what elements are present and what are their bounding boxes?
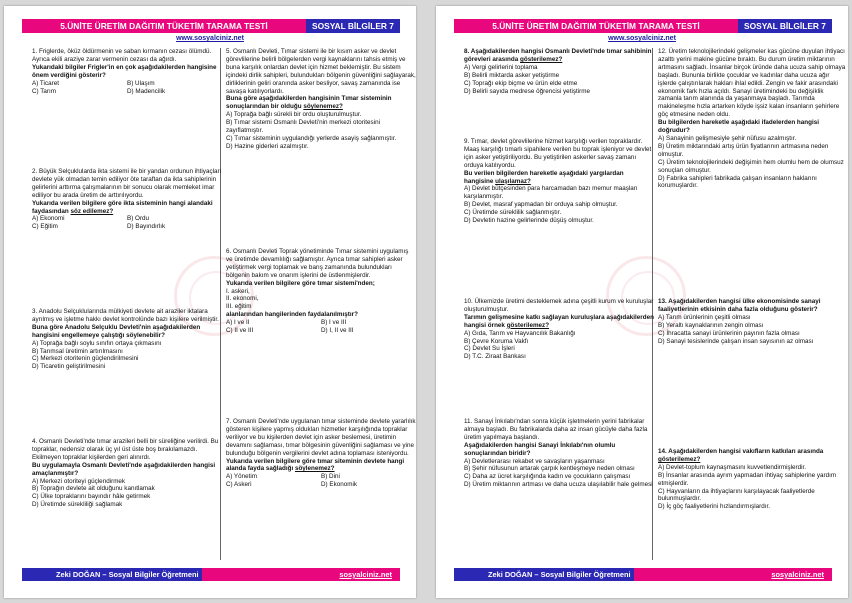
option-c[interactable]: C) Devlet Su İşleri bbox=[464, 345, 515, 353]
option-d[interactable]: D) Belirli sayıda medrese öğrencisi yetiştirme bbox=[464, 87, 590, 95]
option-d[interactable]: D) Üretim miktarının artması ve daha ucuza ulaşılabilir hale gelmesi bbox=[464, 481, 653, 489]
page-header bbox=[22, 19, 400, 33]
option-a[interactable]: A) I ve II bbox=[226, 319, 250, 327]
option-d[interactable]: D) Bayındırlık bbox=[127, 223, 166, 231]
site-link[interactable]: www.sosyalciniz.net bbox=[176, 35, 244, 42]
option-b[interactable]: B) Ulaşım bbox=[127, 79, 155, 87]
option-b[interactable]: B) Belirli miktarda asker yetiştirme bbox=[464, 71, 560, 79]
option-a[interactable]: A) Yönetim bbox=[226, 473, 258, 481]
option-c[interactable]: C) Tımar sisteminin uygulandığı yerlerde asayiş sağlanmıştır. bbox=[226, 134, 397, 142]
option-c[interactable]: C) Hayvanların da ihtiyaçlarını karşılayacak faaliyetlerde bulunmuşlardır. bbox=[658, 487, 815, 503]
option-a[interactable]: A) Devlet bütçesinden para harcamadan bazı memur maaşları karşılanmıştır. bbox=[464, 185, 638, 201]
question-11: 11. Sanayi İnkılabı'ndan sonra küçük işletmelerin yerini fabrikalar almaya başladı. Bu fabrikalarda daha az insan gücüyle daha fazla üretim yapılmaya başlandı. Aşağıdakilerden hangisi Sanayi İnkılabı'nın olumlu sonuçlarından biridir? A) Devletlerarası rekabet ve savaşların yaşanması B) Şehir nüfusunun artarak çarpık kentleşmeye neden olması C) Daha az ücret karşılığında kadın ve çocukların çalışması D) Üretim miktarının artması ve daha ucuza ulaşılabilir hale gelmesi bbox=[464, 418, 653, 489]
option-d[interactable]: D) İç göç faaliyetlerini hızlandırmışlardır. bbox=[658, 503, 770, 511]
question-3: 3. Anadolu Selçuklularında mülkiyeti devlete ait araziler iktalara ayrılmış ve işletme hakkı devlet kontrolünde bazı kişilere verilmiştir. Buna göre Anadolu Selçuklu Devleti'nin aşağıdakilerden hangisini engellemeye çalıştığı söylenebilir? A) Toprağa bağlı soylu sınıfın ortaya çıkmasını B) Tarımsal üretimin artırılmasını C) Merkezi otoritenin güçlendirilmesini D) Ticaretin geliştirilmesini bbox=[32, 308, 222, 371]
option-a[interactable]: A) Gıda, Tarım ve Hayvancılık Bakanlığı bbox=[464, 329, 576, 337]
option-c[interactable]: C) Merkezi otoritenin güçlendirilmesini bbox=[32, 355, 139, 363]
test-title: 5.ÜNİTE ÜRETİM DAĞITIM TÜKETİM TARAMA TESTİ bbox=[454, 19, 738, 33]
option-d[interactable]: D) Sanayi tesislerinde çalışan insan sayısının az olması bbox=[658, 337, 814, 345]
subject-label: SOSYAL BİLGİLER 7 bbox=[306, 19, 400, 33]
option-a[interactable]: A) Ekonomi bbox=[32, 215, 65, 223]
option-b[interactable]: B) Yeraltı kaynaklarının zengin olması bbox=[658, 321, 764, 329]
option-c[interactable]: C) Ülke topraklarını bayındır hâle getirmek bbox=[32, 493, 151, 501]
option-b[interactable]: B) Ordu bbox=[127, 215, 150, 223]
option-c[interactable]: C) İhracatta sanayi ürünlerinin payının fazla olması bbox=[658, 329, 800, 337]
question-4: 4. Osmanlı Devleti'nde tımar arazileri belli bir süreliğine verilirdi. Bu topraklar, nedensiz olarak üç yıl üst üste boş bırakılamazdı. Ekilmeyen topraklar kişilerden geri alınırdı. Bu uygulamayla Osmanlı Devleti'nde aşağıdakilerden hangisi amaçlanmıştır? A) Merkezi otoriteyi güçlendirmek B) Toprağın devlete ait olduğunu kanıtlamak C) Ülke topraklarını bayındır hâle getirmek D) Üretimde sürekliliği sağlamak bbox=[32, 438, 222, 509]
option-b[interactable]: B) İnsanlar arasında ayrım yapmadan ihtiyaç sahiplerine yardım etmişlerdir. bbox=[658, 471, 837, 487]
page-right bbox=[436, 6, 848, 598]
page-header bbox=[454, 19, 832, 33]
question-1: 1. Friglerde, öküz öldürmenin ve saban kırmanın cezası ölümdü. Ayrıca ekili araziye zarar vermenin cezası da ağırdı. Yukarıdaki bilgiler Frigler'in en çok aşağıdakilerden hangisine önem verdiğini gösterir? A) Ticaret B) Ulaşım C) Tarım D) Madencilik bbox=[32, 48, 222, 95]
page-footer bbox=[454, 568, 832, 581]
option-c[interactable]: C) Üretimde süreklilik sağlanmıştır. bbox=[464, 209, 562, 217]
question-5: 5. Osmanlı Devleti, Tımar sistemi ile bir kısım asker ve devlet görevlilerine belirli bölgelerden vergi kaynaklarını tahsis etmiş ve buna karşılık onlardan devlet için hizmet beklemiştir. Bu sistem içindeki dirlik sahipleri, bulundukları bölgenin güvenliğini sağlayarak, dirliklerinin geliri oranında asker besliyor, savaş zamanında ise savaşa katılıyorlardı. Buna göre aşağıdakilerden hangisinin Tımar sisteminin sonuçlarından bir olduğu söylenemez? A) Toprağa bağlı sürekli bir ordu oluşturulmuştur. B) Tımar sistemi Osmanlı Devleti'nin merkezi otoritesini zayıflatmıştır. C) Tımar sisteminin uygulandığı yerlerde asayiş sağlanmıştır. D) Hazine giderleri azalmıştır. bbox=[226, 48, 416, 150]
question-6: 6. Osmanlı Devleti Toprak yönetiminde Tımar sistemini uygulamış ve üretimde devamlılığı sağlamıştır. Ayrıca tımar sahipleri asker yetiştirmek vergi toplamak ve barış zamanında bulundukları bölgenin bakım ve onarım işlerini de üstlenmişlerdir. Yukarıda verilen bilgilere göre tımar sistemi'nden; I. askeri, II. ekonomi, III. eğitim alanlarından hangilerinden faydalanılmıştır? A) I ve II B) I ve III C) II ve III D) I, II ve III bbox=[226, 248, 416, 335]
option-c[interactable]: C) Askeri bbox=[226, 481, 252, 489]
option-b[interactable]: B) Üretim miktarındaki artış ürün fiyatlarının artmasına neden olmuştur. bbox=[658, 142, 829, 158]
option-b[interactable]: B) Şehir nüfusunun artarak çarpık kentleşmeye neden olması bbox=[464, 465, 635, 473]
question-9: 9. Tımar, devlet görevlilerine hizmet karşılığı verilen topraklardır. Maaş karşılığı tımarlı sipahilere verilen bu toprak işleniyor ve devlet için asker yetiştiriliyordu. Bu yetiştirilen askerler savaş zamanı orduya katılıyordu. Bu verilen bilgilerden hareketle aşağıdaki yargılardan hangisine ulaşılamaz? A) Devlet bütçesinden para harcamadan bazı memur maaşları karşılanmıştır. B) Devlet, masraf yapmadan bir orduya sahip olmuştur. C) Üretimde süreklilik sağlanmıştır. D) Devletin hazine gelirlerinde düşüş olmuştur. bbox=[464, 138, 654, 225]
option-d[interactable]: D) I, II ve III bbox=[321, 327, 354, 335]
question-2: 2. Büyük Selçuklularda ikta sistemi ile bir yandan ordunun ihtiyaçları devlete yük olmadan temin ediliyor öte taraftan da ikta sahiplerinin gelirlerini arttırma çalışmalarının bir sonucu olarak memleket imar ediliyor bu arada üretim de arttırılıyordu. Yukarıda verilen bilgilere göre ikta sisteminin hangi alandaki faydasından söz edilemez? A) Ekonomi B) Ordu C) Eğitim D) Bayındırlık bbox=[32, 168, 222, 231]
option-b[interactable]: B) Çevre Koruma Vakfı bbox=[464, 337, 529, 345]
question-12: 12. Üretim teknolojilerindeki gelişmeler kas gücüne duyulan ihtiyacı azalttı yerini makine gücüne bıraktı. Bu durum üretim miktarının artmasını sağladı. İnsanlar birçok üründe daha ucuza sahip olmaya başladı. Bununla birlikte çocuklar ve kadınlar daha ucuza ağır işlerde çalıştırılarak hakları ihlal edildi. Zengin ve fakir arasındaki ekonomik fark hızla açıldı. Sanayi üretimindeki bu değişiklik zamanla tarım alanında da yaşanmaya başladı. Tarımda makineleşme hızla artarken köyde işsiz kalan insanların şehirlere göç etmesine neden oldu. Bu bilgilerden hareketle aşağıdaki ifadelerden hangisi doğrudur? A) Sanayinin gelişmesiyle şehir nüfusu azalmıştır. B) Üretim miktarındaki artış ürün fiyatlarının artmasına neden olmuştur. C) Üretim teknolojilerindeki değişimin hem olumlu hem de olumsuz sonuçları olmuştur. D) Fabrika sahipleri fabrikada çalışan insanların haklarını korumuşlardır. bbox=[658, 48, 848, 190]
question-13: 13. Aşağıdakilerden hangisi ülke ekonomisinde sanayi faaliyetlerinin etkisinin daha fazla olduğunu gösterir? A) Tarım ürünlerinin çeşitli olması B) Yeraltı kaynaklarının zengin olması C) İhracatta sanayi ürünlerinin payının fazla olması D) Sanayi tesislerinde çalışan insan sayısının az olması bbox=[658, 298, 848, 345]
option-c[interactable]: C) Üretim teknolojilerindeki değişimin hem olumlu hem de olumsuz sonuçları olmuştur. bbox=[658, 158, 844, 174]
footer-site-link[interactable]: sosyalciniz.net bbox=[202, 568, 400, 581]
page-footer bbox=[22, 568, 400, 581]
option-b[interactable]: B) Dini bbox=[321, 473, 340, 481]
option-d[interactable]: D) Ekonomik bbox=[321, 481, 358, 489]
question-10: 10. Ülkemizde üretimi desteklemek adına çeşitli kurum ve kuruluşlar oluşturulmuştur. Tarımın gelişmesine katkı sağlayan kuruluşlara aşağıdakilerden hangisi örnek gösterilemez? A) Gıda, Tarım ve Hayvancılık Bakanlığı B) Çevre Koruma Vakfı C) Devlet Su İşleri D) T.C. Ziraat Bankası bbox=[464, 298, 654, 361]
option-a[interactable]: A) Vergi gelirlerini toplama bbox=[464, 63, 538, 71]
option-a[interactable]: A) Devlet-toplum kaynaşmasını kuvvetlendirmişlerdir. bbox=[658, 463, 807, 471]
author-name: Zeki DOĞAN – Sosyal Bilgiler Öğretmeni bbox=[454, 568, 634, 581]
question-14: 14. Aşağıdakilerden hangisi vakıfların katkıları arasında gösterilemez? A) Devlet-toplum kaynaşmasını kuvvetlendirmişlerdir. B) İnsanlar arasında ayrım yapmadan ihtiyaç sahiplerine yardım etmişlerdir. C) Hayvanların da ihtiyaçlarını karşılayacak faaliyetlerde bulunmuşlardır. D) İç göç faaliyetlerini hızlandırmışlardır. bbox=[658, 448, 848, 511]
option-b[interactable]: B) Toprağın devlete ait olduğunu kanıtlamak bbox=[32, 485, 155, 493]
option-d[interactable]: D) Devletin hazine gelirlerinde düşüş olmuştur. bbox=[464, 217, 594, 225]
option-d[interactable]: D) Ticaretin geliştirilmesini bbox=[32, 363, 106, 371]
option-c[interactable]: C) Eğitim bbox=[32, 223, 58, 231]
test-title: 5.ÜNİTE ÜRETİM DAĞITIM TÜKETİM TARAMA TESTİ bbox=[22, 19, 306, 33]
option-b[interactable]: B) Devlet, masraf yapmadan bir orduya sahip olmuştur. bbox=[464, 201, 618, 209]
question-7: 7. Osmanlı Devleti'nde uygulanan tımar sisteminde devlete yararlılık gösteren kişilere yapmış oldukları hizmetler karşılığında topraklar veriliyor ve bu kişilerden devlet için asker beslemesi, üretimin devamını sağlaması, tımar bölgesinin güvenliğini sağlaması ve yine bulunduğu bölgenin vergilerini devlet adına toplaması isteniyordu. Yukarıda verilen bilgilere göre tımar siteminin devlete hangi alanda fayda sağladığı söylenemez? A) Yönetim B) Dini C) Askeri D) Ekonomik bbox=[226, 418, 416, 489]
option-a[interactable]: A) Tarım ürünlerinin çeşitli olması bbox=[658, 313, 751, 321]
page-left bbox=[4, 6, 416, 598]
author-name: Zeki DOĞAN – Sosyal Bilgiler Öğretmeni bbox=[22, 568, 202, 581]
option-d[interactable]: D) Üretimde sürekliliği sağlamak bbox=[32, 501, 123, 509]
option-b[interactable]: B) I ve III bbox=[321, 319, 347, 327]
option-b[interactable]: B) Tarımsal üretimin artırılmasını bbox=[32, 347, 123, 355]
subject-label: SOSYAL BİLGİLER 7 bbox=[738, 19, 832, 33]
footer-site-link[interactable]: sosyalciniz.net bbox=[634, 568, 832, 581]
option-d[interactable]: D) Madencilik bbox=[127, 87, 166, 95]
site-link[interactable]: www.sosyalciniz.net bbox=[608, 35, 676, 42]
option-c[interactable]: C) Toprağı ekip biçme ve ürün elde etme bbox=[464, 79, 578, 87]
option-a[interactable]: A) Ticaret bbox=[32, 79, 59, 87]
option-d[interactable]: D) T.C. Ziraat Bankası bbox=[464, 353, 526, 361]
option-d[interactable]: D) Fabrika sahipleri fabrikada çalışan insanların haklarını korumuşlardır. bbox=[658, 174, 817, 190]
question-8: 8. Aşağıdakilerden hangisi Osmanlı Devleti'nde tımar sahibinin görevleri arasında gösterilemez? A) Vergi gelirlerini toplama B) Belirli miktarda asker yetiştirme C) Toprağı ekip biçme ve ürün elde etme D) Belirli sayıda medrese öğrencisi yetiştirme bbox=[464, 48, 654, 95]
option-a[interactable]: A) Toprağa bağlı sürekli bir ordu oluşturulmuştur. bbox=[226, 111, 362, 119]
option-c[interactable]: C) Daha az ücret karşılığında kadın ve çocukların çalışması bbox=[464, 473, 631, 481]
option-a[interactable]: A) Devletlerarası rekabet ve savaşların yaşanması bbox=[464, 457, 605, 465]
option-c[interactable]: C) Tarım bbox=[32, 87, 57, 95]
option-c[interactable]: C) II ve III bbox=[226, 327, 254, 335]
option-b[interactable]: B) Tımar sistemi Osmanlı Devleti'nin merkezi otoritesini zayıflatmıştır. bbox=[226, 119, 381, 135]
option-a[interactable]: A) Sanayinin gelişmesiyle şehir nüfusu azalmıştır. bbox=[658, 134, 797, 142]
option-a[interactable]: A) Toprağa bağlı soylu sınıfın ortaya çıkmasını bbox=[32, 339, 162, 347]
option-d[interactable]: D) Hazine giderleri azalmıştır. bbox=[226, 142, 309, 150]
option-a[interactable]: A) Merkezi otoriteyi güçlendirmek bbox=[32, 477, 126, 485]
